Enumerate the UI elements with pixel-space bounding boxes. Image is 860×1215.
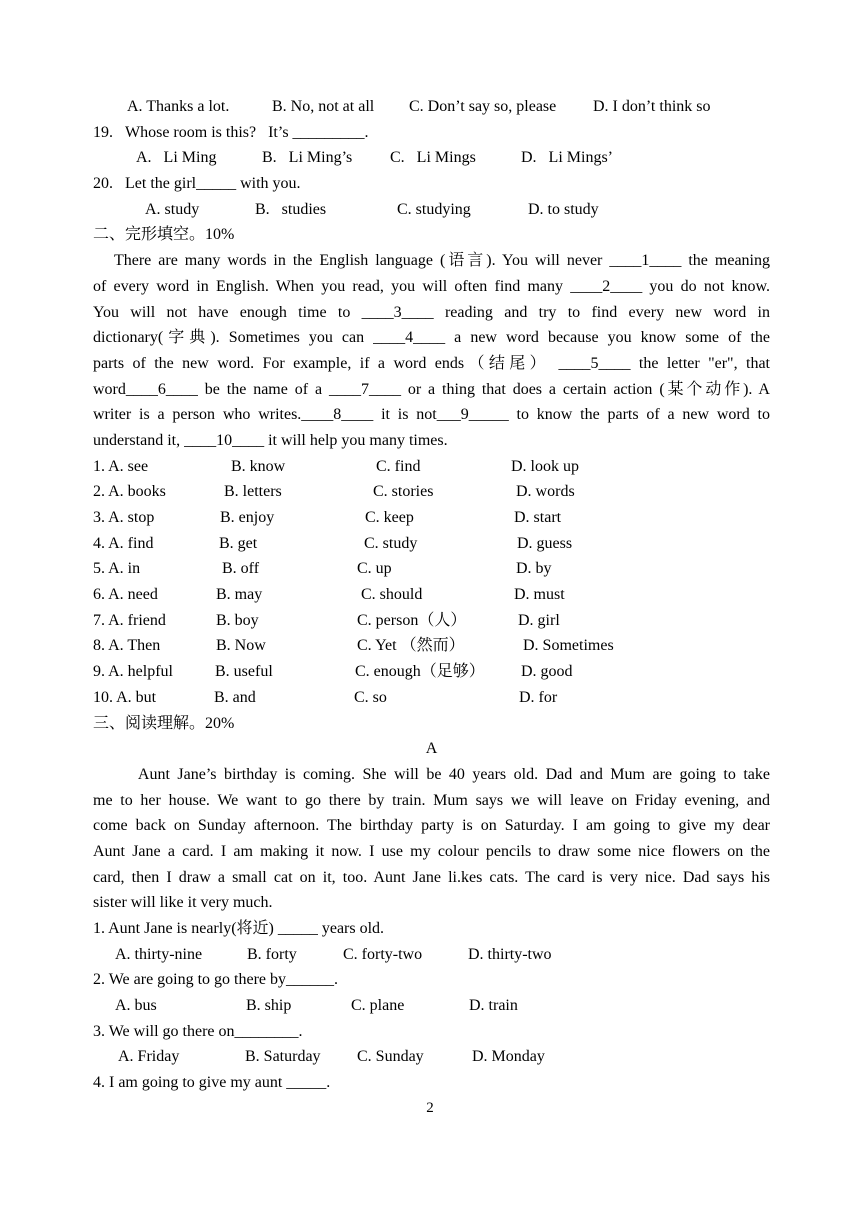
cloze-passage <box>93 248 770 454</box>
q19-option-d: D. Li Mings’ <box>521 149 613 167</box>
reading-option: A. bus <box>115 997 157 1015</box>
cloze-option: 7. A. friend <box>93 611 166 629</box>
cloze-option: B. and <box>214 688 256 706</box>
cloze-line: understand it, ____10____ it will help you many times. <box>93 431 448 449</box>
q19-option-c: C. Li Mings <box>390 149 476 167</box>
cloze-option: 4. A. find <box>93 534 154 552</box>
reading-option: D. thirty-two <box>468 945 552 963</box>
cloze-option: 10. A. but <box>93 688 157 706</box>
q20-option-b: B. studies <box>255 200 327 218</box>
cloze-option-row <box>93 479 770 505</box>
reading-option: B. forty <box>247 945 297 963</box>
cloze-option: D. look up <box>511 457 579 475</box>
cloze-option: 6. A. need <box>93 586 158 604</box>
cloze-line: word____6____ be the name of a ____7____ or a thing that does a certain action (某个动作). A <box>93 380 770 398</box>
cloze-option-row <box>93 685 770 711</box>
reading-option: A. thirty-nine <box>115 945 203 963</box>
cloze-option: D. for <box>519 688 558 706</box>
cloze-line: There are many words in the English language (语言). You will never ____1____ the meaning <box>93 252 770 270</box>
cloze-option: C. stories <box>373 483 434 501</box>
passage-line: me to her house. We want to go there by train. Mum says we will leave on Friday evening, and <box>93 791 770 809</box>
cloze-line: You will not have enough time to ____3____ reading and try to find every new word in <box>93 303 770 321</box>
reading-question-4: 4. I am going to give my aunt _____. <box>93 1074 331 1092</box>
cloze-option-row <box>93 633 770 659</box>
cloze-option: B. enjoy <box>220 509 275 526</box>
reading-question-3-options <box>93 1044 770 1070</box>
cloze-option: B. boy <box>216 611 259 629</box>
reading-option: C. plane <box>351 997 405 1015</box>
q19-option-b: B. Li Ming’s <box>262 149 353 167</box>
passage-line: Aunt Jane’s birthday is coming. She will be 40 years old. Dad and Mum are going to take <box>93 765 770 783</box>
cloze-option: B. know <box>231 457 286 475</box>
cloze-option-row <box>93 608 770 634</box>
reading-option: D. train <box>469 997 518 1015</box>
q19-question: 19. Whose room is this? It’s _________. <box>93 123 369 141</box>
cloze-line: of every word in English. When you read, you will often find many ____2____ you do not know. <box>93 277 770 295</box>
cloze-line: dictionary(字典). Sometimes you can ____4____ a new word because you know some of the <box>93 329 770 347</box>
q20-options <box>93 197 770 223</box>
reading-option: C. forty-two <box>343 945 423 963</box>
cloze-option: C. enough（足够） <box>355 663 485 681</box>
passage-line: Aunt Jane a card. I am making it now. I use my colour pencils to draw some nice flowers on the <box>93 842 770 860</box>
q18-option-d: D. I don’t think so <box>593 98 711 115</box>
cloze-option: 3. A. stop <box>93 509 155 526</box>
reading-option: C. Sunday <box>357 1048 424 1066</box>
section-heading-reading: 三、阅读理解。20% <box>93 714 235 732</box>
page-number: 2 <box>426 1100 434 1116</box>
q18-options <box>93 94 770 120</box>
cloze-option: C. study <box>364 534 418 552</box>
cloze-option: D. must <box>514 586 565 604</box>
cloze-option: D. good <box>521 663 573 681</box>
cloze-line: writer is a person who writes.____8____ it is not___9_____ to know the parts of a new word to <box>93 406 770 424</box>
cloze-option: C. up <box>357 560 392 578</box>
passage-line: sister will like it very much. <box>93 894 273 912</box>
cloze-option: D. start <box>514 509 562 526</box>
reading-option: A. Friday <box>118 1048 180 1066</box>
cloze-option: B. get <box>219 534 258 552</box>
section-heading-cloze: 二、完形填空。10% <box>93 226 235 244</box>
reading-question-1: 1. Aunt Jane is nearly(将近) _____ years old. <box>93 920 385 937</box>
reading-question-1-options <box>93 942 770 968</box>
cloze-option: D. by <box>516 560 552 578</box>
cloze-option: 1. A. see <box>93 457 149 475</box>
cloze-option: 2. A. books <box>93 483 166 501</box>
passage-line: card, then I draw a small cat on it, too. Aunt Jane li.kes cats. The card is very nice. Dad says his <box>93 868 770 886</box>
cloze-option-row <box>93 531 770 557</box>
reading-question-2-options <box>93 993 770 1019</box>
cloze-option: C. should <box>361 586 423 604</box>
reading-option: B. Saturday <box>245 1048 321 1066</box>
cloze-option-row <box>93 556 770 582</box>
q19-option-a: A. Li Ming <box>136 149 217 167</box>
cloze-option: 5. A. in <box>93 560 141 578</box>
cloze-option: D. words <box>516 483 575 501</box>
reading-option: D. Monday <box>472 1048 545 1066</box>
q18-option-b: B. No, not at all <box>272 98 375 115</box>
exam-page <box>93 94 770 1096</box>
q20-question: 20. Let the girl_____ with you. <box>93 175 301 193</box>
cloze-option: C. person（人） <box>357 611 467 629</box>
reading-question-3: 3. We will go there on________. <box>93 1022 303 1040</box>
cloze-option: B. Now <box>216 637 266 655</box>
reading-passage <box>93 762 770 916</box>
reading-question-2: 2. We are going to go there by______. <box>93 971 339 989</box>
cloze-option-row <box>93 582 770 608</box>
cloze-option: C. keep <box>365 509 414 526</box>
cloze-options <box>93 454 770 711</box>
q20-option-c: C. studying <box>397 200 471 218</box>
reading-option: B. ship <box>246 997 292 1015</box>
cloze-option: D. guess <box>517 534 573 552</box>
cloze-option: C. Yet （然而） <box>357 637 465 655</box>
cloze-option: 8. A. Then <box>93 637 161 655</box>
q19-options <box>93 145 770 171</box>
cloze-option: 9. A. helpful <box>93 663 173 681</box>
cloze-option: B. useful <box>215 663 273 681</box>
cloze-option: B. letters <box>224 483 282 501</box>
cloze-line: parts of the new word. For example, if a word ends（结尾） ____5____ the letter "er", that <box>93 354 770 372</box>
cloze-option: D. girl <box>518 611 560 629</box>
cloze-option: B. off <box>222 560 260 578</box>
cloze-option: C. find <box>376 457 421 475</box>
q20-option-d: D. to study <box>528 200 599 218</box>
q18-option-a: A. Thanks a lot. <box>127 98 230 115</box>
cloze-option: B. may <box>216 586 263 604</box>
cloze-option: C. so <box>354 688 387 706</box>
q18-option-c: C. Don’t say so, please <box>409 98 557 115</box>
cloze-option: D. Sometimes <box>523 637 614 655</box>
cloze-option-row <box>93 454 770 480</box>
passage-label: A <box>425 740 438 758</box>
q20-option-a: A. study <box>145 200 200 218</box>
cloze-option-row <box>93 659 770 685</box>
cloze-option-row <box>93 505 770 531</box>
passage-line: come back on Sunday afternoon. The birthday party is on Saturday. I am going to give my dear <box>93 817 770 835</box>
